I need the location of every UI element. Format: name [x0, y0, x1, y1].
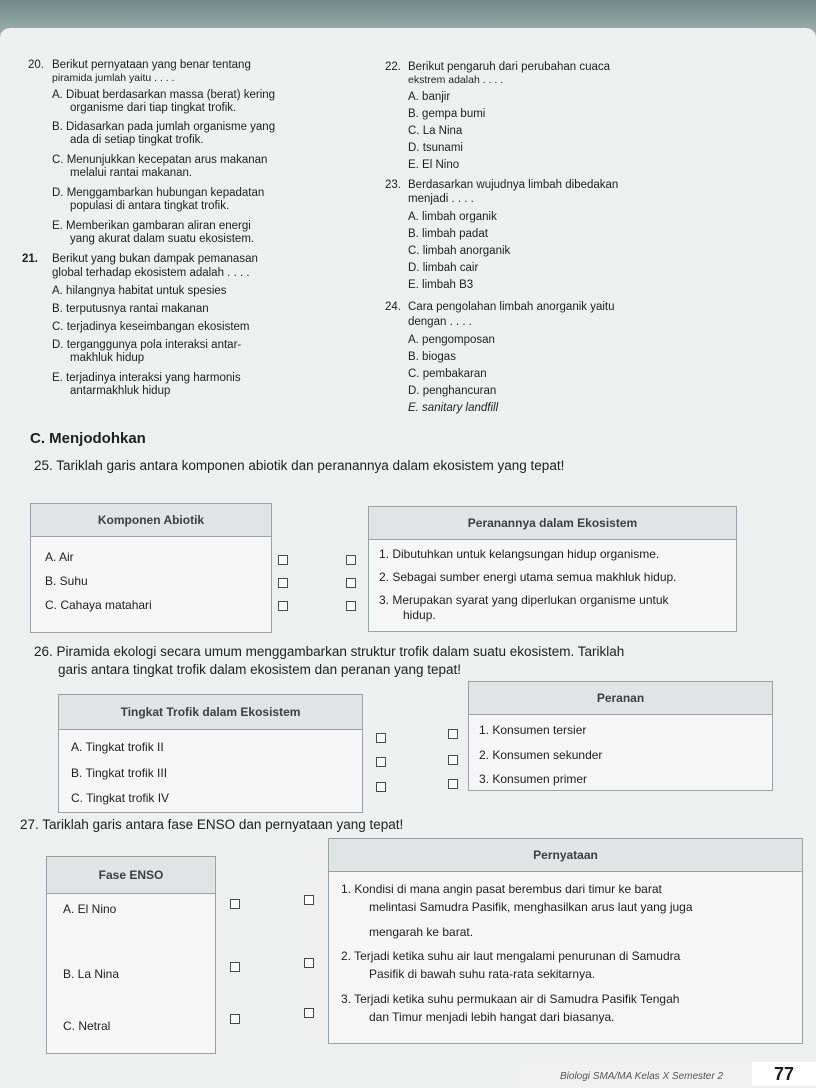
q26-left-header: Tingkat Trofik dalam Ekosistem — [59, 695, 362, 730]
q22-stem-line1: Berikut pengaruh dari perubahan cuaca — [408, 61, 611, 73]
q24-number: 24. — [385, 301, 401, 313]
q23-option-c: C. limbah anorganik — [408, 245, 511, 257]
q23-stem-line1: Berdasarkan wujudnya limbah dibedakan — [408, 179, 619, 191]
q23-option-a: A. limbah organik — [408, 211, 497, 223]
q25-left-item-a: A. Air — [45, 550, 74, 564]
q22-option-c: C. La Nina — [408, 125, 463, 137]
q25-left-item-b: B. Suhu — [45, 574, 88, 588]
q26-right-box — [468, 681, 773, 791]
q24-option-d: D. penghancuran — [408, 385, 497, 397]
q26-left-item-c: C. Tingkat trofik IV — [71, 791, 170, 805]
q27-left-dot-c[interactable] — [230, 1014, 240, 1024]
q20-option-d-line1: D. Menggambarkan hubungan kepadatan — [52, 187, 265, 199]
q27-right-dot-3[interactable] — [304, 1008, 314, 1018]
q27-left-item-c: C. Netral — [63, 1019, 111, 1033]
q25-title: 25. Tariklah garis antara komponen abiotik dan peranannya dalam ekosistem yang tepat! — [34, 458, 565, 473]
q27-right-item-3-line1: 3. Terjadi ketika suhu permukaan air di Samudra Pasifik Tengah — [341, 992, 680, 1006]
q26-left-dot-b[interactable] — [376, 757, 386, 767]
q25-right-item-2: 2. Sebagai sumber energi utama semua makhluk hidup. — [379, 570, 677, 584]
q27-right-box — [328, 838, 803, 1044]
q26-right-dot-1[interactable] — [448, 729, 458, 739]
q26-title-line1: 26. Piramida ekologi secara umum menggambarkan struktur trofik dalam suatu ekosistem. Tariklah — [34, 644, 625, 659]
q20-option-c-line1: C. Menunjukkan kecepatan arus makanan — [52, 154, 268, 166]
q25-left-item-c: C. Cahaya matahari — [45, 598, 152, 612]
q20-option-e-line2: yang akurat dalam suatu ekosistem. — [70, 233, 255, 245]
q21-option-d-line1: D. terganggunya pola interaksi antar- — [52, 339, 242, 351]
q21-option-c: C. terjadinya keseimbangan ekosistem — [52, 321, 250, 333]
q27-right-item-1-line3: mengarah ke barat. — [369, 925, 474, 939]
q26-left-box — [58, 694, 363, 813]
q27-left-item-b: B. La Nina — [63, 967, 120, 981]
q25-right-item-3-line2: hidup. — [403, 608, 436, 622]
page-number: 77 — [752, 1062, 816, 1086]
q26-left-dot-c[interactable] — [376, 782, 386, 792]
q25-right-item-1: 1. Dibutuhkan untuk kelangsungan hidup organisme. — [379, 547, 660, 561]
q23-option-e: E. limbah B3 — [408, 279, 474, 291]
q23-option-d: D. limbah cair — [408, 262, 479, 274]
q25-right-dot-1[interactable] — [346, 555, 356, 565]
q22-option-a: A. banjir — [408, 91, 451, 103]
q20-option-c-line2: melalui rantai makanan. — [70, 167, 193, 179]
q21-number: 21. — [22, 253, 38, 265]
q20-option-a-line2: organisme dari tiap tingkat trofik. — [70, 102, 237, 114]
q23-number: 23. — [385, 179, 401, 191]
q20-stem-line2: piramida jumlah yaitu . . . . — [52, 72, 175, 84]
q26-title-line2: garis antara tingkat trofik dalam ekosistem dan peranan yang tepat! — [58, 662, 461, 677]
q20-option-a-line1: A. Dibuat berdasarkan massa (berat) kering — [52, 89, 276, 101]
q26-right-dot-2[interactable] — [448, 755, 458, 765]
q26-left-item-a: A. Tingkat trofik II — [71, 740, 164, 754]
q21-option-d-line2: makhluk hidup — [70, 352, 145, 364]
q21-option-b: B. terputusnya rantai makanan — [52, 303, 209, 315]
q26-right-item-3: 3. Konsumen primer — [479, 772, 588, 786]
q26-right-dot-3[interactable] — [448, 779, 458, 789]
q27-left-dot-a[interactable] — [230, 899, 240, 909]
q27-left-item-a: A. El Nino — [63, 902, 117, 916]
q26-right-header: Peranan — [469, 682, 772, 715]
q24-option-c: C. pembakaran — [408, 368, 487, 380]
q21-stem-line2: global terhadap ekosistem adalah . . . . — [52, 267, 250, 279]
q20-number: 20. — [28, 59, 44, 71]
q25-right-header: Peranannya dalam Ekosistem — [369, 507, 736, 540]
q21-option-a: A. hilangnya habitat untuk spesies — [52, 285, 227, 297]
q24-stem-line1: Cara pengolahan limbah anorganik yaitu — [408, 301, 615, 313]
q22-stem-line2: ekstrem adalah . . . . — [408, 74, 504, 86]
section-c-heading: C. Menjodohkan — [30, 430, 146, 447]
q23-option-b: B. limbah padat — [408, 228, 488, 240]
q24-option-a: A. pengomposan — [408, 334, 495, 346]
q23-stem-line2: menjadi . . . . — [408, 193, 474, 205]
q27-left-dot-b[interactable] — [230, 962, 240, 972]
q27-right-item-1-line2: melintasi Samudra Pasifik, menghasilkan arus laut yang juga — [369, 900, 693, 914]
q27-right-item-3-line2: dan Timur menjadi lebih hangat dari biasanya. — [369, 1010, 615, 1024]
q25-left-box — [30, 503, 272, 633]
q27-right-dot-2[interactable] — [304, 958, 314, 968]
q27-title: 27. Tariklah garis antara fase ENSO dan pernyataan yang tepat! — [20, 817, 404, 832]
q25-right-dot-2[interactable] — [346, 578, 356, 588]
q24-option-e: E. sanitary landfill — [408, 402, 499, 414]
q22-option-d: D. tsunami — [408, 142, 463, 154]
q24-stem-line2: dengan . . . . — [408, 316, 472, 328]
q22-number: 22. — [385, 61, 401, 73]
q27-right-item-2-line1: 2. Terjadi ketika suhu air laut mengalami penurunan di Samudra — [341, 949, 681, 963]
q26-right-item-2: 2. Konsumen sekunder — [479, 748, 603, 762]
q21-option-e-line2: antarmakhluk hidup — [70, 385, 171, 397]
q26-left-item-b: B. Tingkat trofik III — [71, 766, 168, 780]
q20-option-d-line2: populasi di antara tingkat trofik. — [70, 200, 230, 212]
q25-right-box — [368, 506, 737, 632]
q27-right-item-2-line2: Pasifik di bawah suhu rata-rata sekitarnya. — [369, 967, 596, 981]
q25-right-dot-3[interactable] — [346, 601, 356, 611]
q27-left-header: Fase ENSO — [47, 857, 215, 894]
q27-right-item-1-line1: 1. Kondisi di mana angin pasat berembus dari timur ke barat — [341, 882, 662, 896]
q26-right-item-1: 1. Konsumen tersier — [479, 723, 587, 737]
q26-left-dot-a[interactable] — [376, 733, 386, 743]
q22-option-b: B. gempa bumi — [408, 108, 486, 120]
q25-left-header: Komponen Abiotik — [31, 504, 271, 537]
q20-option-b-line1: B. Didasarkan pada jumlah organisme yang — [52, 121, 276, 133]
q20-option-e-line1: E. Memberikan gambaran aliran energi — [52, 220, 251, 232]
q21-stem-line1: Berikut yang bukan dampak pemanasan — [52, 253, 258, 265]
q25-right-item-3-line1: 3. Merupakan syarat yang diperlukan organisme untuk — [379, 593, 669, 607]
q27-right-dot-1[interactable] — [304, 895, 314, 905]
q27-right-header: Pernyataan — [329, 839, 802, 872]
q25-left-dot-b[interactable] — [278, 578, 288, 588]
q24-option-b: B. biogas — [408, 351, 456, 363]
q27-left-box — [46, 856, 216, 1054]
q20-stem-line1: Berikut pernyataan yang benar tentang — [52, 59, 251, 71]
footer-book-title: Biologi SMA/MA Kelas X Semester 2 — [560, 1071, 724, 1082]
q20-option-b-line2: ada di setiap tingkat trofik. — [70, 134, 204, 146]
q25-left-dot-a[interactable] — [278, 555, 288, 565]
q25-left-dot-c[interactable] — [278, 601, 288, 611]
q22-option-e: E. El Nino — [408, 159, 460, 171]
q21-option-e-line1: E. terjadinya interaksi yang harmonis — [52, 372, 241, 384]
